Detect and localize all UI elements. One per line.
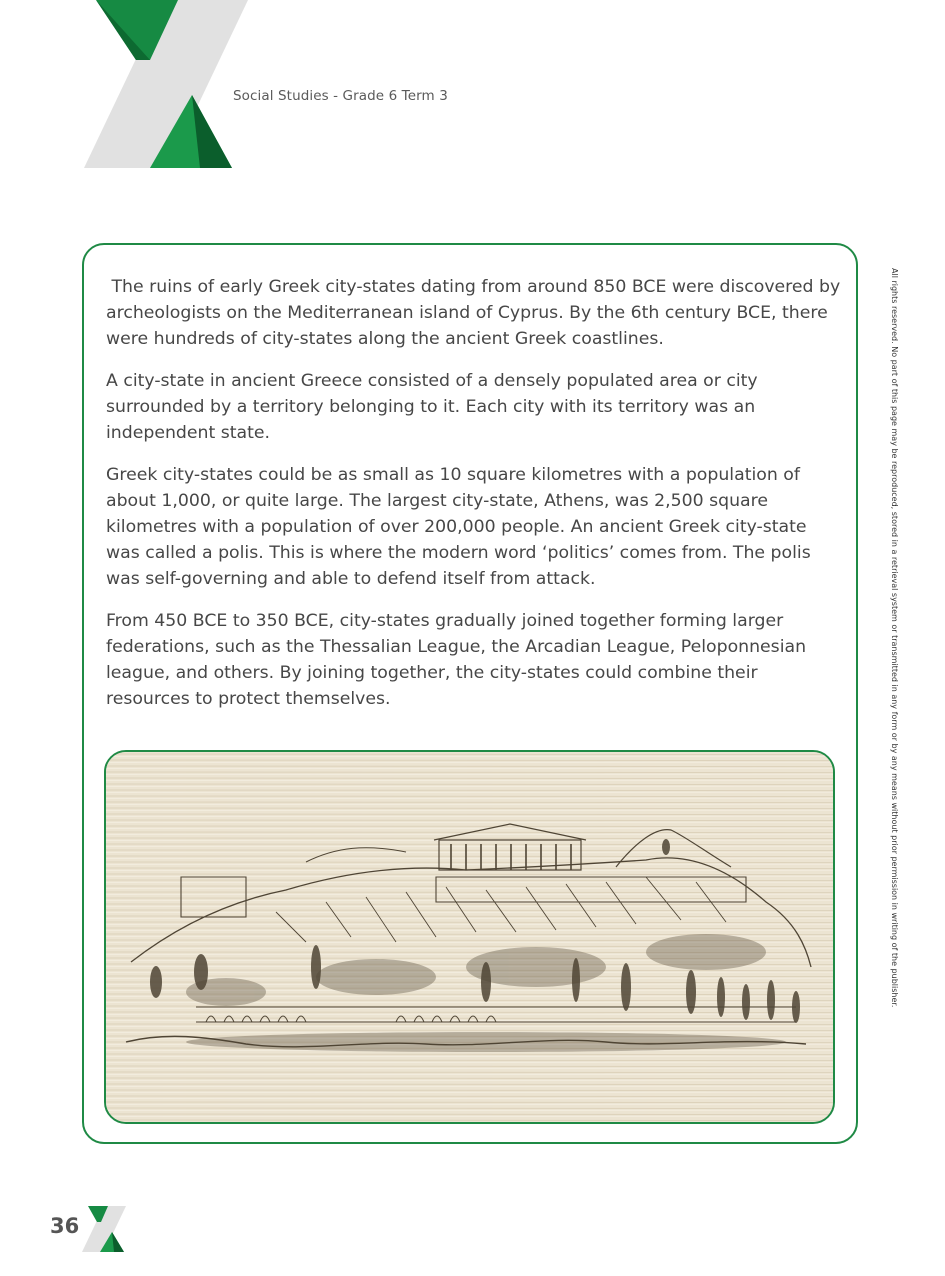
paragraph-4: From 450 BCE to 350 BCE, city-states gradually joined together forming larger federations, such as the Thessalian League, the Arcadian League, Peloponnesian league, and others. By joining together, the city-states could combine their resources to protect themselves. <box>106 611 807 709</box>
page-number: 36 <box>50 1214 80 1238</box>
paragraph-1: The ruins of early Greek city-states dating from around 850 BCE were discovered by archeologists on the Mediterranean island of Cyprus. By the 6th century BCE, there were hundreds of city-states along the ancient Greek coastlines. <box>106 277 846 349</box>
publisher-x-logo-icon <box>82 1206 126 1252</box>
paragraph-3: Greek city-states could be as small as 10 square kilometres with a population of about 1,000, or quite large. The largest city-state, Athens, was 2,500 square kilometres with a population of over 200,000 people. An ancient Greek city-state was called a polis. This is where the modern word ‘politics’ comes from. The polis was self-governing and able to defend itself from attack. <box>106 465 811 589</box>
text-body <box>106 274 846 728</box>
acropolis-illustration <box>104 750 835 1124</box>
publisher-x-logo-icon <box>80 0 250 168</box>
subject-header: Social Studies - Grade 6 Term 3 <box>233 88 448 104</box>
acropolis-sketch-icon <box>106 752 835 1124</box>
paragraph-2: A city-state in ancient Greece consisted of a densely populated area or city surrounded by a territory belonging to it. Each city with its territory was an independent state. <box>106 371 758 443</box>
rights-notice: All rights reserved. No part of this page may be reproduced, stored in a retrieval system or transmitted in any form or by any means without prior permission in writing of the publisher. <box>890 268 899 1008</box>
